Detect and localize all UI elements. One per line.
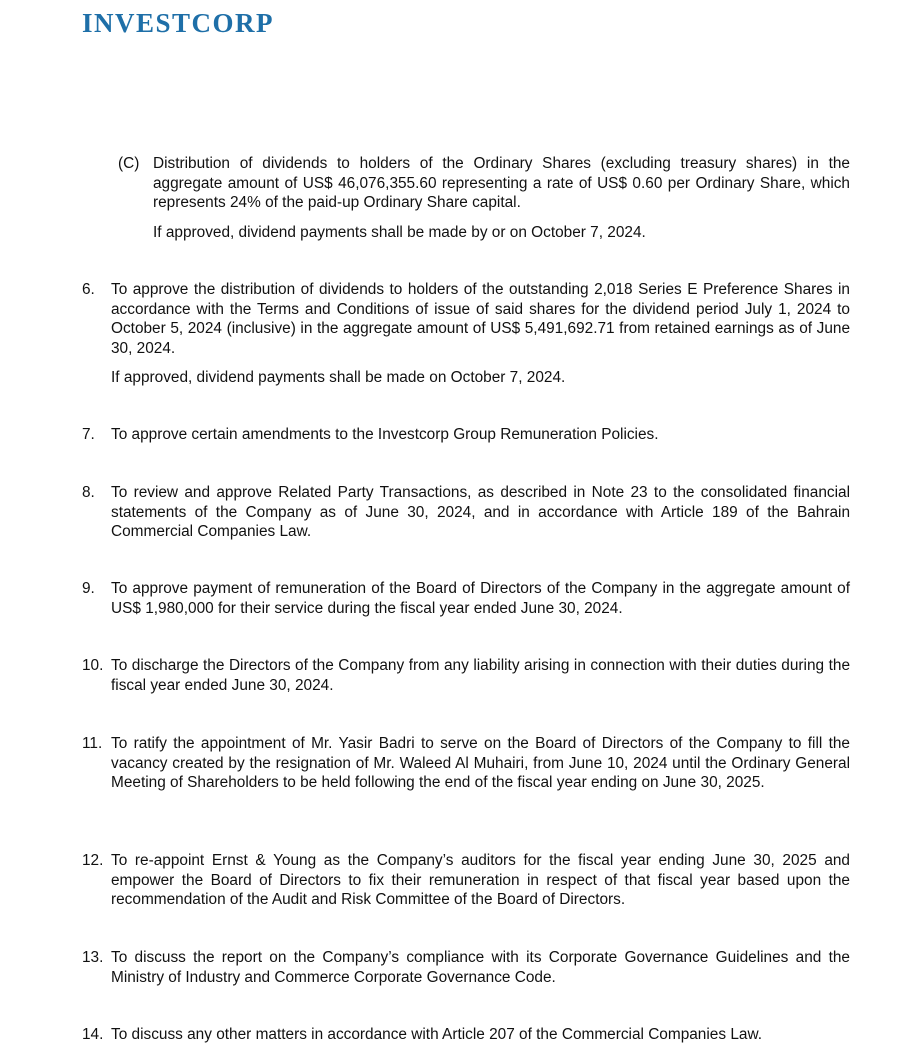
item-text: To discuss any other matters in accordance with Article 207 of the Commercial Companies Law.: [111, 1026, 762, 1043]
resolution-item-10: [82, 656, 850, 695]
item-label: (C): [118, 155, 140, 172]
resolution-item-14: [82, 1025, 850, 1045]
resolution-item-6: [82, 280, 850, 358]
item-number: 14.: [82, 1026, 104, 1043]
item-text: To approve the distribution of dividends to holders of the outstanding 2,018 Series E Preference Shares in accordance with the Terms and Conditions of issue of said shares for the dividend period July 1, 2024 to October 5, 2024 (inclusive) in the aggregate amount of US$ 5,491,692.71 from retained earnings as of June 30, 2024.: [111, 281, 850, 357]
item-number: 7.: [82, 426, 95, 443]
item-number: 12.: [82, 852, 104, 869]
resolution-item-8: [82, 483, 850, 542]
item-note: If approved, dividend payments shall be made on October 7, 2024.: [111, 369, 566, 386]
item-text: To ratify the appointment of Mr. Yasir Badri to serve on the Board of Directors of the Company to fill the vacancy created by the resignation of Mr. Waleed Al Muhairi, from June 10, 2024 until the Ordinary General Meeting of Shareholders to be held following the end of the fiscal year ending on June 30, 2025.: [111, 735, 850, 791]
item-number: 9.: [82, 580, 95, 597]
item-text: To approve payment of remuneration of the Board of Directors of the Company in the aggregate amount of US$ 1,980,000 for their service during the fiscal year ended June 30, 2024.: [111, 580, 850, 617]
item-number: 10.: [82, 657, 104, 674]
resolution-item-c: [118, 154, 850, 213]
resolution-item-11: [82, 734, 850, 793]
item-text: Distribution of dividends to holders of the Ordinary Shares (excluding treasury shares) in the aggregate amount of US$ 46,076,355.60 representing a rate of US$ 0.60 per Ordinary Share, which represents 24% of the paid-up Ordinary Share capital.: [153, 155, 850, 211]
item-number: 13.: [82, 949, 104, 966]
item-number: 6.: [82, 281, 95, 298]
item-text: To discharge the Directors of the Company from any liability arising in connection with their duties during the fiscal year ended June 30, 2024.: [111, 657, 850, 694]
item-text: To discuss the report on the Company’s compliance with its Corporate Governance Guidelines and the Ministry of Industry and Commerce Corporate Governance Code.: [111, 949, 850, 986]
resolution-item-9: [82, 579, 850, 618]
resolution-item-13: [82, 948, 850, 987]
resolution-item-7: [82, 425, 850, 445]
item-number: 8.: [82, 484, 95, 501]
item-text: To review and approve Related Party Transactions, as described in Note 23 to the consolidated financial statements of the Company as of June 30, 2024, and in accordance with Article 189 of the Bahrain Commercial Companies Law.: [111, 484, 850, 540]
item-text: To approve certain amendments to the Investcorp Group Remuneration Policies.: [111, 426, 659, 443]
investcorp-logo: INVESTCORP: [82, 8, 275, 38]
item-text: To re-appoint Ernst & Young as the Company’s auditors for the fiscal year ending June 30, 2025 and empower the Board of Directors to fix their remuneration in respect of that fiscal year based upon the recommendation of the Audit and Risk Committee of the Board of Directors.: [111, 852, 850, 908]
resolution-item-12: [82, 851, 850, 910]
item-number: 11.: [82, 735, 103, 752]
item-note: If approved, dividend payments shall be made by or on October 7, 2024.: [153, 224, 646, 241]
